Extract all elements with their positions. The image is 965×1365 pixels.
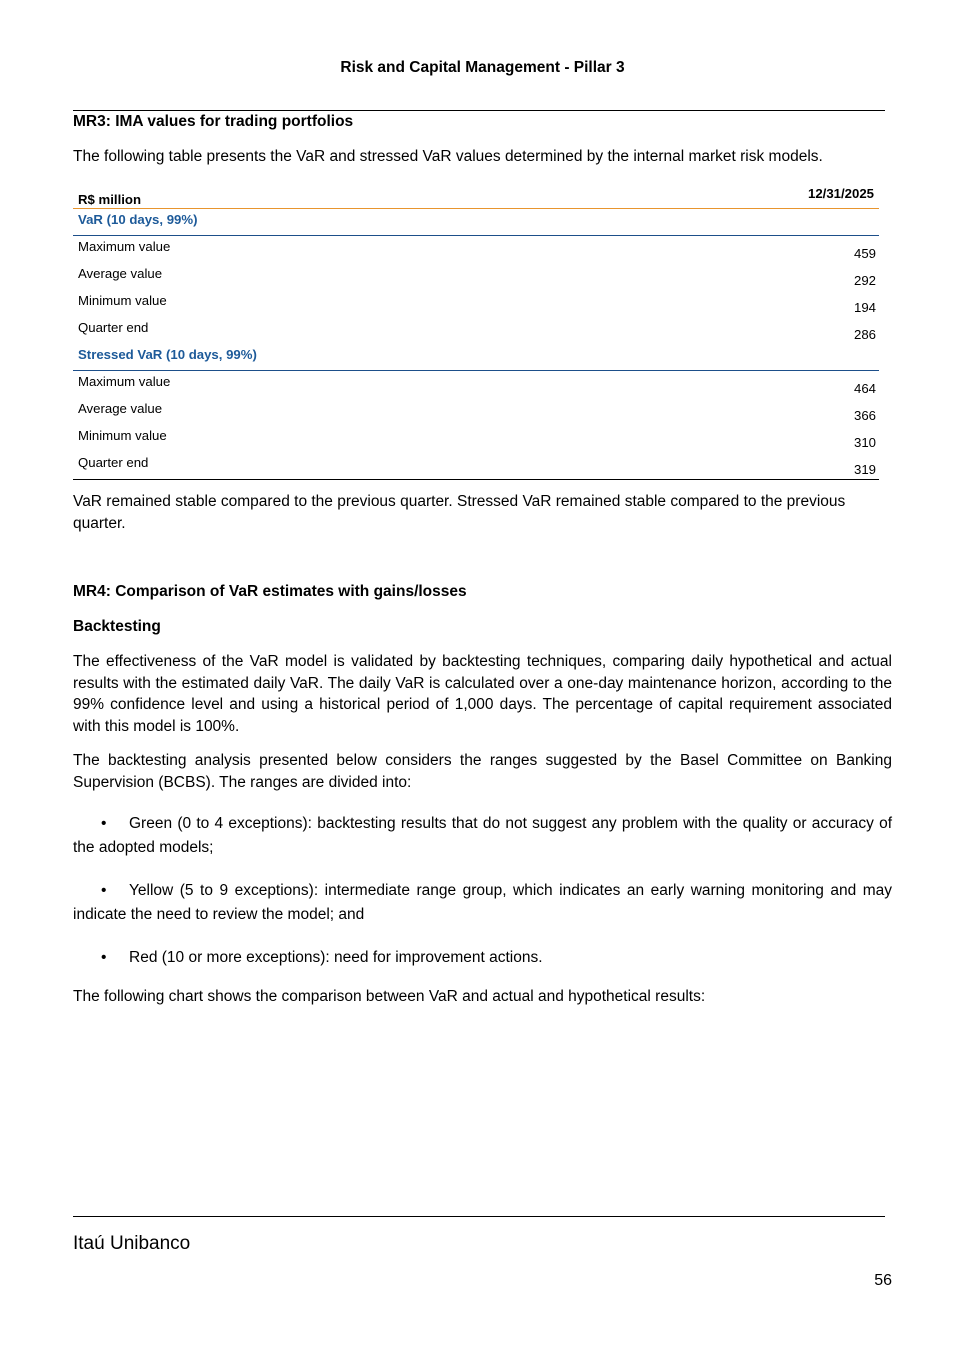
table-row [73,371,879,398]
row-label: Quarter end [78,320,149,335]
table-row [73,425,879,452]
mr3-comment: VaR remained stable compared to the previous quarter. Stressed VaR remained stable compared to the previous quarter. [73,493,846,532]
table-group-header-var [73,209,879,236]
unit-label: R$ million [78,192,142,207]
table-group-header-stressed-var [73,344,879,371]
table-row [73,236,879,263]
row-value: 292 [853,273,876,288]
list-item [73,812,892,860]
row-value: 194 [853,300,876,315]
backtesting-subheading: Backtesting [73,618,161,635]
row-label: Average value [78,401,163,416]
bullet-icon: • [101,882,107,899]
date-column-header: 12/31/2025 [807,186,874,201]
table-row [73,263,879,290]
row-value: 366 [853,408,876,423]
table-header-row [73,186,879,209]
row-label: Quarter end [78,455,149,470]
group-title: Stressed VaR (10 days, 99%) [78,347,257,362]
row-value: 459 [853,246,876,261]
row-label: Minimum value [78,428,167,443]
list-item [73,879,892,927]
row-value: 286 [853,327,876,342]
group-title: VaR (10 days, 99%) [78,212,198,227]
table-row [73,317,879,344]
page-number: 56 [874,1272,892,1289]
list-item [73,946,892,970]
footer-divider [73,1216,885,1217]
bullet-text: Red (10 or more exceptions): need for improvement actions. [129,949,543,966]
row-label: Maximum value [78,374,171,389]
row-value: 319 [853,462,876,477]
row-label: Average value [78,266,163,281]
footer-company-name: Itaú Unibanco [73,1233,191,1254]
mr4-heading: MR4: Comparison of VaR estimates with gains/losses [73,583,467,600]
page-header-title: Risk and Capital Management - Pillar 3 [340,59,625,76]
row-value: 464 [853,381,876,396]
bullet-text: Yellow (5 to 9 exceptions): intermediate range group, which indicates an early warning monitoring and may indicate the need to review the model; and [73,882,892,923]
ima-values-table [73,186,879,480]
row-label: Maximum value [78,239,171,254]
header-divider [73,110,885,111]
row-value: 310 [853,435,876,450]
table-row [73,452,879,480]
bullet-icon: • [101,815,107,832]
mr4-paragraph-1: The effectiveness of the VaR model is validated by backtesting techniques, comparing daily hypothetical and actual results with the estimated daily VaR. The daily VaR is calculated over a one-day maintenance horizon, according to the 99% confidence level and using a historical period of 1,000 days. The percentage of capital requirement associated with this model is 100%. [73,653,892,735]
mr3-heading: MR3: IMA values for trading portfolios [73,113,354,130]
table-row [73,398,879,425]
chart-intro: The following chart shows the comparison between VaR and actual and hypothetical results: [73,988,706,1005]
bullet-icon: • [101,949,107,966]
mr3-intro: The following table presents the VaR and stressed VaR values determined by the internal market risk models. [73,148,823,165]
row-label: Minimum value [78,293,167,308]
bullet-text: Green (0 to 4 exceptions): backtesting results that do not suggest any problem with the quality or accuracy of the adopted models; [73,815,892,856]
table-row [73,290,879,317]
mr4-paragraph-2: The backtesting analysis presented below considers the ranges suggested by the Basel Committee on Banking Supervision (BCBS). The ranges are divided into: [73,752,892,791]
